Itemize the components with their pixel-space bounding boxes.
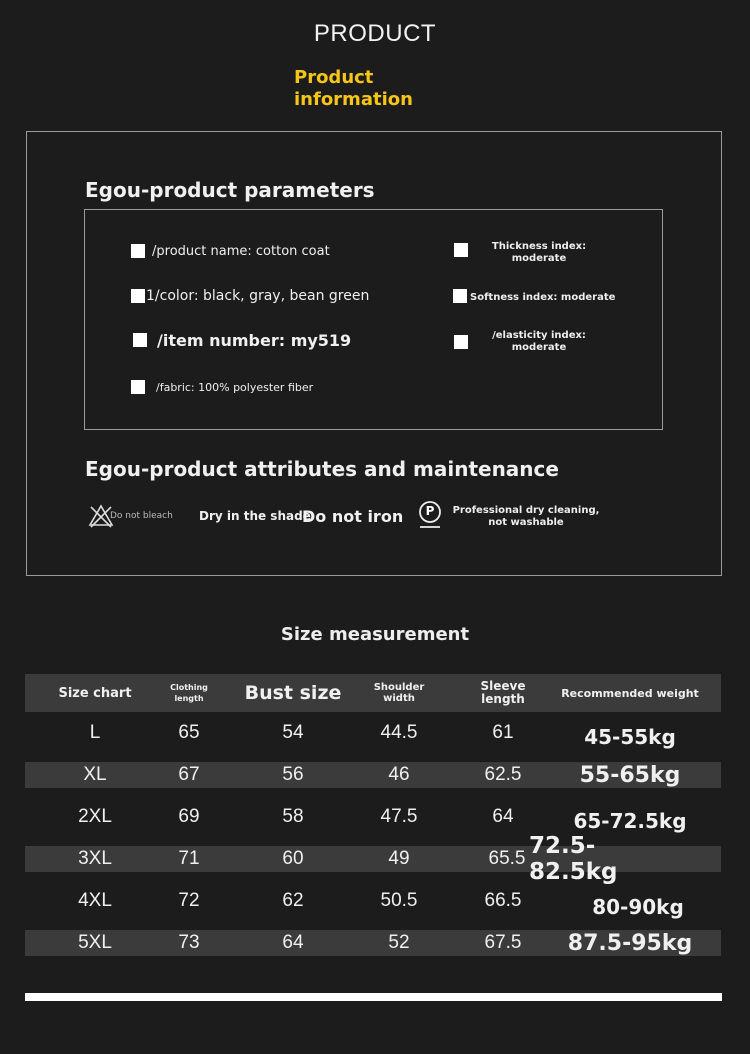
cell-bust: 56 [282,764,304,785]
dry-clean-label [452,505,600,529]
header-bust: Bust size [244,681,342,704]
cell-sleeve: 66.5 [484,890,522,911]
dry-clean-icon-letter: P [425,504,435,518]
table-row [25,930,721,956]
table-row [25,880,721,922]
param-elasticity-line1: /elasticity index: [492,330,586,341]
parameters-title: Egou-product parameters [85,178,375,202]
dry-in-shade-label: Dry in the shade [199,509,311,523]
cell-weight: 65-72.5kg [573,809,687,833]
param-fabric: /fabric: 100% polyester fiber [156,381,314,394]
section-subtitle [294,67,413,111]
param-item-number: /item number: my519 [157,331,352,350]
divider [25,993,722,1001]
cell-bust: 64 [282,932,304,953]
size-measurement-title: Size measurement [280,624,470,645]
header-length-l2: length [174,694,204,703]
page-title: PRODUCT [313,20,437,47]
header-sleeve-l2: length [481,692,525,706]
cell-length: 72 [178,890,200,911]
cell-sleeve: 62.5 [484,764,522,785]
cell-sleeve: 61 [492,722,514,743]
cell-size: 2XL [78,806,112,827]
header-length [145,674,233,712]
cell-weight: 80-90kg [592,895,684,919]
checkbox-icon [454,243,468,257]
subtitle-line-2: information [294,89,413,110]
cell-shoulder: 47.5 [380,806,418,827]
cell-size: 3XL [78,848,112,869]
cell-shoulder: 50.5 [380,890,418,911]
dry-clean-line2: not washable [488,517,564,528]
cell-sleeve: 67.5 [484,932,522,953]
cell-shoulder: 49 [388,848,410,869]
cell-sleeve: 64 [492,806,514,827]
header-shoulder [351,674,447,712]
cell-weight: 45-55kg [584,725,676,749]
param-elasticity-line2: moderate [511,342,567,353]
cell-length: 73 [178,932,200,953]
do-not-bleach-label: Do not bleach [110,511,173,521]
param-softness: Softness index: moderate [470,292,616,303]
cell-sleeve: 65.5 [488,848,526,869]
param-thickness [478,241,600,265]
param-color: 1/color: black, gray, bean green [146,288,370,304]
header-sleeve [455,674,551,712]
header-shoulder-l1: Shoulder [373,682,425,693]
subtitle-line-1: Product [294,67,374,88]
param-thickness-line1: Thickness index: [491,241,587,252]
param-thickness-line2: moderate [511,253,567,264]
checkbox-icon [131,244,145,258]
table-row [25,762,721,788]
cell-bust: 62 [282,890,304,911]
checkbox-icon [131,289,145,303]
dry-clean-line1: Professional dry cleaning, [452,505,600,516]
header-weight: Recommended weight [561,686,699,700]
param-elasticity [478,330,600,354]
cell-length: 71 [178,848,200,869]
cell-shoulder: 46 [388,764,410,785]
checkbox-icon [131,380,145,394]
header-size: Size chart [58,685,132,701]
cell-size: 4XL [78,890,112,911]
cell-shoulder: 44.5 [380,722,418,743]
checkbox-icon [454,335,468,349]
care-title: Egou-product attributes and maintenance [85,457,559,481]
header-length-l1: Clothing [170,683,208,692]
cell-weight: 87.5-95kg [567,930,693,956]
cell-length: 67 [178,764,200,785]
cell-bust: 60 [282,848,304,869]
header-sleeve-l1: Sleeve [480,679,526,693]
checkbox-icon [133,333,147,347]
cell-length: 65 [178,722,200,743]
table-row [25,712,721,754]
cell-weight: 72.5-82.5kg [529,833,618,885]
cell-weight: 55-65kg [579,762,681,788]
cell-size: L [89,722,101,743]
size-table [25,674,721,964]
cell-bust: 54 [282,722,304,743]
cell-length: 69 [178,806,200,827]
param-product-name: /product name: cotton coat [152,244,330,259]
cell-size: 5XL [78,932,112,953]
cell-size: XL [83,764,107,785]
table-header [25,674,721,712]
do-not-iron-label: Do not iron [302,507,404,526]
checkbox-icon [453,289,467,303]
table-row [25,796,721,838]
cell-bust: 58 [282,806,304,827]
table-row [25,833,721,885]
cell-shoulder: 52 [388,932,410,953]
header-shoulder-l2: width [383,693,415,704]
